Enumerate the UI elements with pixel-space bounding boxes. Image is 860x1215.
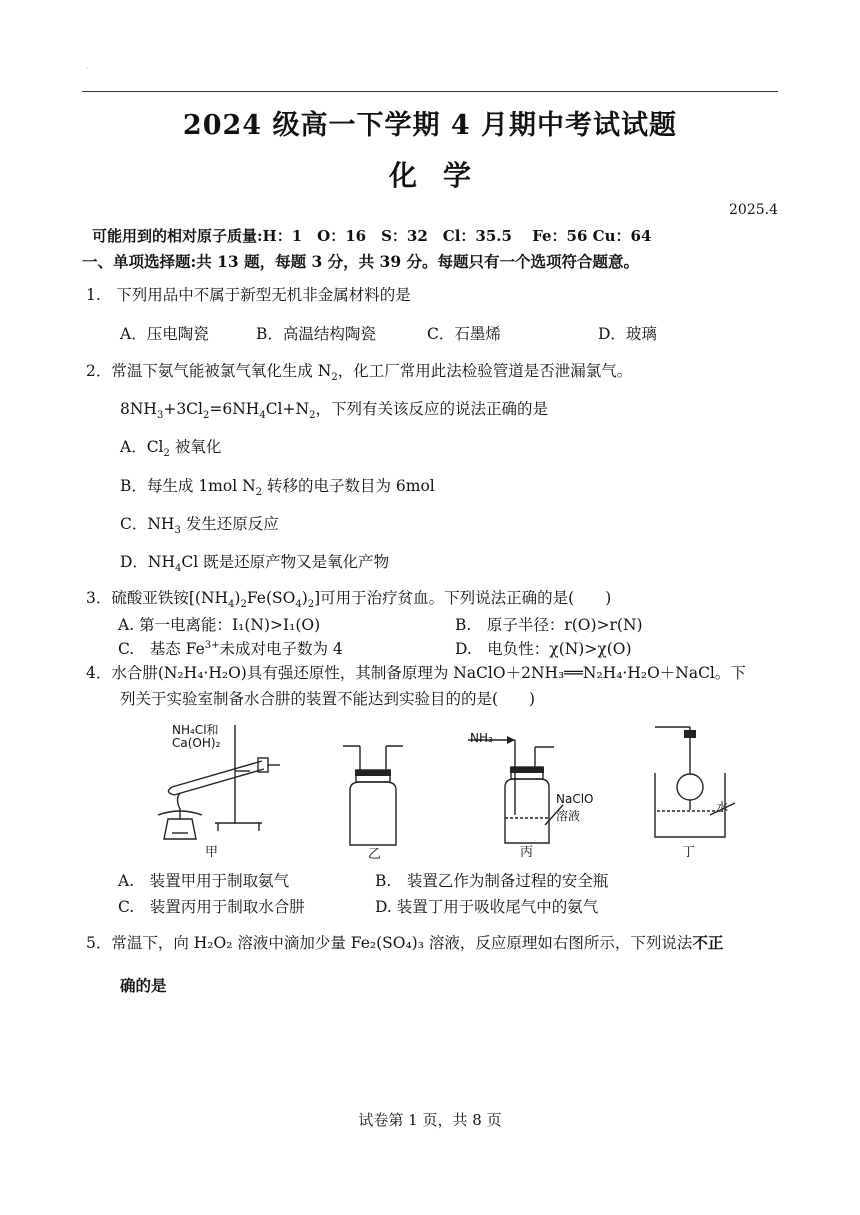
- q2-option-a[interactable]: A．$Cl_2$ 被氧化: [120, 438, 222, 460]
- corner-mark: ·: [86, 64, 89, 73]
- fig-reagent-label-2: Ca(OH)₂: [172, 736, 221, 750]
- fig-label-yi: 乙: [368, 847, 382, 862]
- section-title: 一、单项选择题:共 13 题，每题 3 分，共 39 分。每题只有一个选项符合题意。: [82, 252, 640, 271]
- nh3-arrow-icon: [507, 736, 515, 744]
- q4-option-b[interactable]: B. 装置乙作为制备过程的安全瓶: [375, 872, 609, 890]
- fig-nh3-label: NH₃: [470, 731, 493, 745]
- apparatus-ding-stopper: [684, 730, 696, 738]
- header-rule: [82, 91, 778, 92]
- fig-label-bing: 丙: [520, 845, 534, 860]
- q1-option-a[interactable]: A．压电陶瓷: [120, 325, 209, 343]
- q2-option-d[interactable]: D．$NH_4Cl$ 既是还原产物又是氧化产物: [120, 553, 390, 575]
- q3-option-c[interactable]: C. 基态 $Fe^{3+}$未成对电子数为 4: [118, 639, 343, 658]
- q4-option-c[interactable]: C. 装置丙用于制取水合肼: [118, 898, 305, 916]
- atomic-masses: 可能用到的相对原子质量:H：1 O：16 S：32 Cl：35.5 Fe：56 Cu：64: [92, 227, 652, 245]
- apparatus-yi-drawing: [343, 746, 403, 845]
- apparatus-ding-drawing: [655, 727, 735, 837]
- q3-stem: 3．硫酸亚铁铵$[(NH_4)_2Fe(SO_4)_2]$可用于治疗贫血。下列说法正确的是( ): [86, 589, 612, 611]
- q1-stem: 1. 下列用品中不属于新型无机非金属材料的是: [86, 286, 411, 304]
- apparatus-yi-stopper: [355, 770, 391, 776]
- q2-stem: 2．常温下氨气能被氯气氧化生成 $N_2$，化工厂常用此法检验管道是否泄漏氯气。: [86, 362, 633, 384]
- q3-option-b[interactable]: B. 原子半径：r(O)>r(N): [455, 616, 643, 634]
- apparatus-figure: [150, 715, 750, 865]
- q4-stem-line1: 4．水合肼(N₂H₄·H₂O)具有强还原性，其制备原理为 NaClO＋2NH₃══N₂H₄·H₂O＋NaCl。下: [86, 664, 746, 682]
- apparatus-bing-stopper: [510, 767, 544, 773]
- apparatus-bing-drawing: [468, 740, 563, 843]
- q1-option-d[interactable]: D．玻璃: [598, 325, 657, 343]
- q2-option-c[interactable]: C．$NH_3$ 发生还原反应: [120, 515, 279, 537]
- fig-naclo-label-2: 溶液: [556, 809, 581, 823]
- fig-reagent-label-1: NH₄Cl和: [172, 723, 219, 737]
- exam-date: 2025.4: [729, 202, 778, 218]
- q1-option-c[interactable]: C．石墨烯: [427, 325, 501, 343]
- q5-stem-line1: 5．常温下，向 H₂O₂ 溶液中滴加少量 Fe₂(SO₄)₃ 溶液，反应原理如右图所示，下列说法不正: [86, 933, 724, 952]
- page-footer: 试卷第 1 页，共 8 页: [358, 1111, 502, 1129]
- q1-option-b[interactable]: B．高温结构陶瓷: [256, 325, 376, 343]
- q4-option-d[interactable]: D. 装置丁用于吸收尾气中的氨气: [375, 898, 599, 916]
- fig-label-ding: 丁: [682, 845, 696, 860]
- q5-stem-line2: 确的是: [120, 976, 167, 995]
- subject-title: 化学: [388, 159, 497, 192]
- q3-option-a[interactable]: A. 第一电离能：I₁(N)>I₁(O): [118, 616, 321, 634]
- q3-option-d[interactable]: D. 电负性：χ(N)>χ(O): [455, 640, 632, 658]
- fig-naclo-label-1: NaClO: [556, 792, 594, 806]
- q4-option-a[interactable]: A. 装置甲用于制取氨气: [118, 872, 290, 890]
- fig-label-jia: 甲: [205, 845, 219, 860]
- page-title: 2024 级高一下学期 4 月期中考试试题: [182, 110, 678, 141]
- q2-option-b[interactable]: B．每生成 1mol $N_2$ 转移的电子数目为 6mol: [120, 477, 435, 499]
- q2-equation: $8NH_3+3Cl_2=6NH_4Cl+N_2$，下列有关该反应的说法正确的是: [120, 400, 548, 422]
- fig-water-label: 水: [716, 800, 729, 814]
- q4-stem-line2: 列关于实验室制备水合肼的装置不能达到实验目的的是( ): [120, 690, 536, 708]
